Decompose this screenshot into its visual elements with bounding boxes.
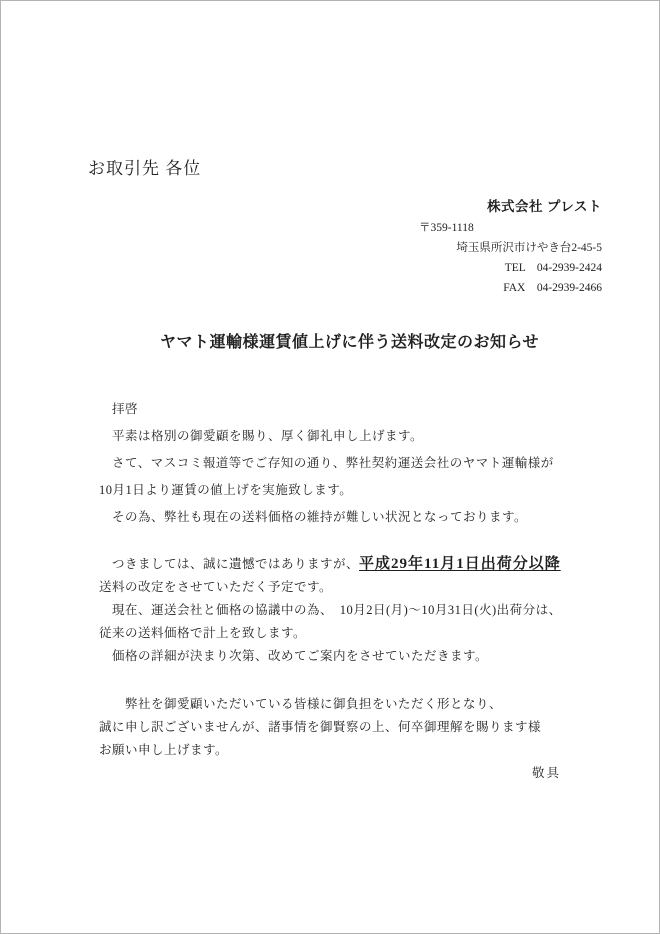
body-line: 10月1日より運賃の値上げを実施致します。 bbox=[99, 483, 353, 497]
body-line: お願い申し上げます。 bbox=[99, 743, 229, 757]
sender-postal-code: 〒359-1118 bbox=[419, 222, 474, 234]
body-line: 拝啓 bbox=[99, 402, 139, 416]
apology-paragraph bbox=[99, 693, 601, 785]
notice-prefix: つきましては、誠に遺憾ではありますが、 bbox=[99, 557, 360, 571]
effective-date-emphasis: 平成29年11月1日出荷分以降 bbox=[359, 556, 561, 572]
sender-address: 埼玉県所沢市けやき台2-45-5 bbox=[456, 242, 602, 254]
body-line: 現在、運送会社と価格の協議中の為、 10月2日(月)～10月31日(火)出荷分は、 bbox=[99, 603, 562, 617]
body-line: 価格の詳細が決まり次第、改めてご案内をさせていただきます。 bbox=[99, 649, 489, 663]
sender-block bbox=[419, 195, 602, 298]
body-line bbox=[99, 553, 601, 576]
sender-fax: FAX 04-2939-2466 bbox=[503, 282, 602, 294]
body-line: 送料の改定をさせていただく予定です。 bbox=[99, 580, 333, 594]
letter-body bbox=[99, 396, 601, 785]
sender-company: 株式会社 プレスト bbox=[487, 199, 602, 214]
sender-tel: TEL 04-2939-2424 bbox=[504, 262, 602, 274]
body-line: 従来の送料価格で計上を致します。 bbox=[99, 626, 307, 640]
closing-salutation: 敬具 bbox=[531, 766, 561, 780]
body-line: さて、マスコミ報道等でご存知の通り、弊社契約運送会社のヤマト運輸様が bbox=[99, 456, 554, 470]
notice-paragraph bbox=[99, 553, 601, 668]
body-line: 平素は格別の御愛顧を賜り、厚く御礼申し上げます。 bbox=[99, 429, 424, 443]
body-line: その為、弊社も現在の送料価格の維持が難しい状況となっております。 bbox=[99, 510, 528, 524]
opening-paragraph bbox=[99, 396, 601, 531]
body-line: 誠に申し訳ございませんが、諸事情を御賢察の上、何卒御理解を賜ります様 bbox=[99, 720, 542, 734]
document-title: ヤマト運輸様運賃値上げに伴う送料改定のお知らせ bbox=[159, 334, 540, 351]
recipient-line: お取引先 各位 bbox=[88, 159, 202, 178]
body-line: 弊社を御愛顧いただいている皆様に御負担をいただく形となり、 bbox=[99, 697, 503, 711]
